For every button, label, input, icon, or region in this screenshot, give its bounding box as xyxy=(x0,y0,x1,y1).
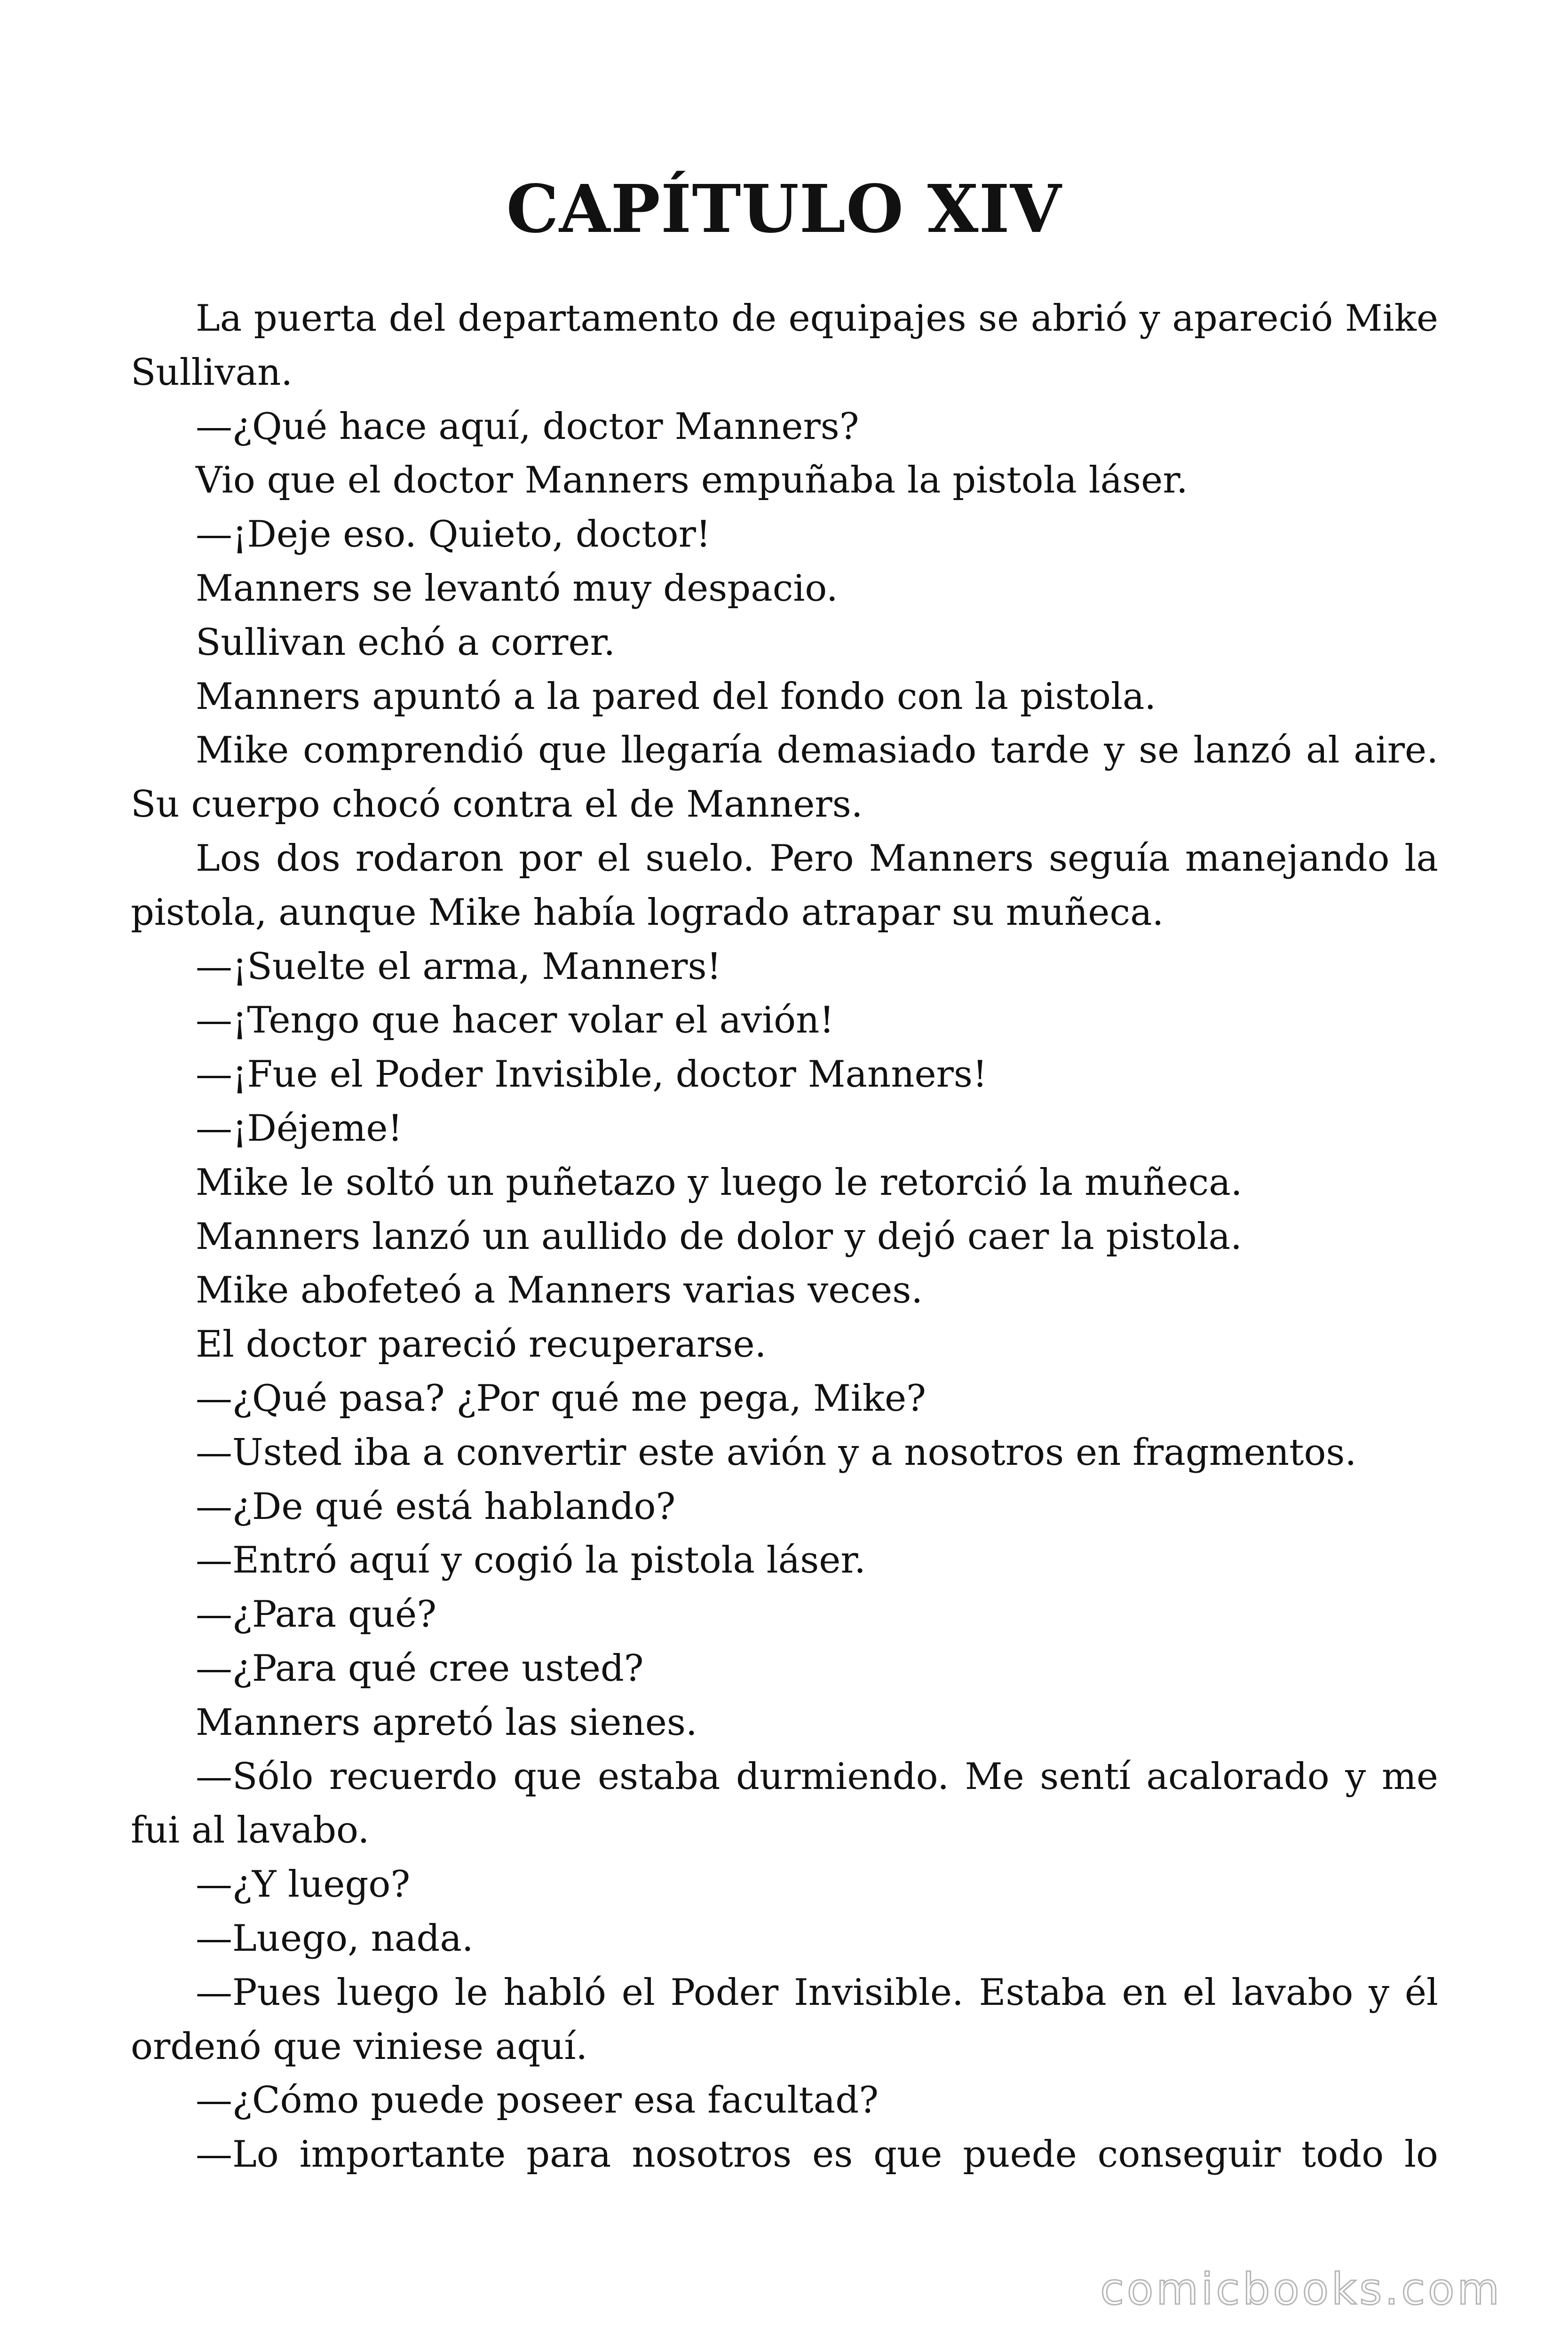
paragraph: La puerta del departamento de equipajes se abrió y apareció Mike Sullivan. xyxy=(131,297,1438,394)
watermark-logo: comicbooks.com xyxy=(1100,2264,1502,2314)
paragraph: —Usted iba a convertir este avión y a nosotros en fragmentos. xyxy=(196,1431,1357,1474)
paragraph: —Luego, nada. xyxy=(196,1917,474,1960)
paragraph: —¡Tengo que hacer volar el avión! xyxy=(196,999,834,1042)
paragraph: —¿Qué pasa? ¿Por qué me pega, Mike? xyxy=(196,1377,926,1420)
paragraph: —Pues luego le habló el Poder Invisible. Estaba en el lavabo y él ordenó que viniese aquí. xyxy=(131,1971,1438,2068)
paragraph: Mike abofeteó a Manners varias veces. xyxy=(196,1269,923,1312)
paragraph: Manners apuntó a la pared del fondo con la pistola. xyxy=(196,675,1156,718)
chapter-title: CAPÍTULO XIV xyxy=(506,171,1062,248)
chapter-body xyxy=(131,292,1438,2182)
paragraph: —¿Para qué cree usted? xyxy=(196,1647,644,1690)
paragraph: Vio que el doctor Manners empuñaba la pistola láser. xyxy=(196,459,1188,502)
paragraph: —¿De qué está hablando? xyxy=(196,1485,676,1528)
paragraph: —¡Deje eso. Quieto, doctor! xyxy=(196,513,711,556)
paragraph: Manners apretó las sienes. xyxy=(196,1701,697,1744)
paragraph: —¿Qué hace aquí, doctor Manners? xyxy=(196,405,859,448)
paragraph: —¡Suelte el arma, Manners! xyxy=(196,945,721,988)
paragraph: Mike le soltó un puñetazo y luego le retorció la muñeca. xyxy=(196,1161,1243,1204)
paragraph: Mike comprendió que llegaría demasiado tarde y se lanzó al aire. Su cuerpo chocó contra el de Manners. xyxy=(131,729,1438,826)
paragraph: Los dos rodaron por el suelo. Pero Manners seguía manejando la pistola, aunque Mike había logrado atrapar su muñeca. xyxy=(131,837,1438,934)
paragraph: Manners lanzó un aullido de dolor y dejó caer la pistola. xyxy=(196,1215,1242,1258)
paragraph: —Lo importante para nosotros es que puede conseguir todo lo xyxy=(196,2133,1438,2176)
paragraph: —¡Fue el Poder Invisible, doctor Manners! xyxy=(196,1053,988,1096)
paragraph: Sullivan echó a correr. xyxy=(196,621,616,664)
paragraph: Manners se levantó muy despacio. xyxy=(196,567,838,610)
paragraph: —¿Cómo puede poseer esa facultad? xyxy=(196,2079,879,2122)
paragraph: —¿Y luego? xyxy=(196,1863,411,1906)
paragraph: El doctor pareció recuperarse. xyxy=(196,1323,767,1366)
paragraph: —¡Déjeme! xyxy=(196,1107,403,1150)
paragraph: —Sólo recuerdo que estaba durmiendo. Me sentí acalorado y me fui al lavabo. xyxy=(131,1755,1438,1852)
paragraph: —Entró aquí y cogió la pistola láser. xyxy=(196,1539,866,1582)
paragraph: —¿Para qué? xyxy=(196,1593,437,1636)
